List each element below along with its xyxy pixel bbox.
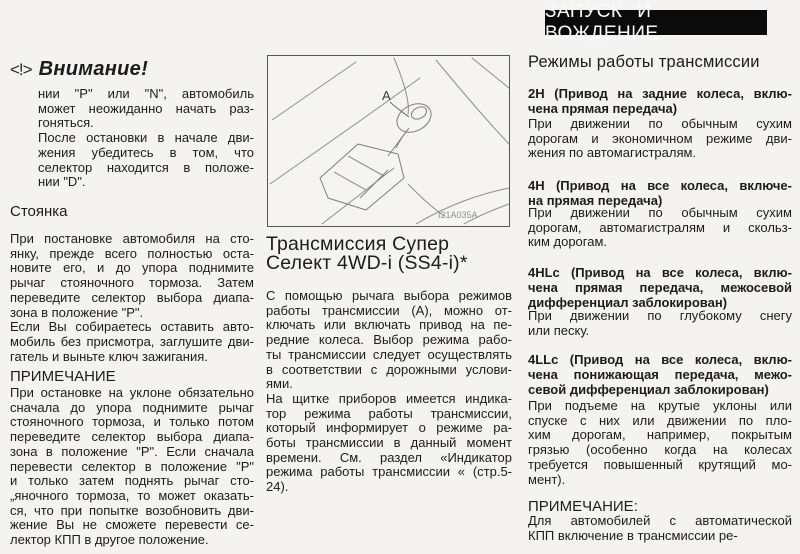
text-line: 24). bbox=[266, 479, 289, 495]
text-line: мобиль без присмотра, заглушите дви- bbox=[10, 333, 254, 349]
text-line: ями. bbox=[266, 376, 293, 392]
text-line: 2H (Привод на задние колеса, вклю- bbox=[528, 86, 792, 101]
text-line: жение Вы не сможете перевести се- bbox=[10, 517, 254, 533]
text-line: нии "P" или "N", автомобиль bbox=[38, 86, 254, 101]
warning-header bbox=[10, 58, 254, 81]
figure-code: I31A035A bbox=[438, 210, 478, 220]
mode-2h-body bbox=[528, 117, 792, 161]
text-line: спуске с них или движении по пло- bbox=[528, 412, 792, 428]
text-line: При остановке на уклоне обязательно bbox=[10, 385, 254, 400]
text-line: дорогам и экономичном режиме дви- bbox=[528, 130, 792, 146]
text-line: дорогам, автомагистралям и скольз- bbox=[528, 219, 792, 235]
text-line: может неожиданно начать раз- bbox=[38, 100, 254, 116]
text-line: который информирует о режиме ра- bbox=[266, 420, 512, 436]
text-line: ты трансмиссии следует осуществлять bbox=[266, 346, 512, 362]
text-line: С помощью рычага выбора режимов bbox=[266, 288, 512, 303]
text-line: требуется повышенный крутящий мо- bbox=[528, 456, 792, 472]
left-note-body bbox=[10, 386, 254, 548]
text-line: режима работы трансмиссии « (стр.5- bbox=[266, 464, 512, 480]
text-line: чена понижающая передача, межо- bbox=[528, 367, 792, 382]
text-line: „яночного тормоза, то может оказать- bbox=[10, 487, 254, 503]
mode-2h-title bbox=[528, 86, 792, 116]
mode-4h-title bbox=[528, 178, 792, 208]
parking-body bbox=[10, 232, 254, 364]
transmission-paragraph-1 bbox=[266, 289, 512, 392]
text-line: 4H (Привод на все колеса, включе- bbox=[528, 178, 792, 193]
warning-body bbox=[38, 87, 254, 190]
text-line: селектор находится в положе- bbox=[38, 159, 254, 175]
text-line: работы трансмиссии (А), можно от- bbox=[266, 302, 512, 318]
text-line: янку, прежде всего полностью оста- bbox=[10, 245, 254, 261]
text-line: мент). bbox=[528, 471, 566, 487]
text-line: При движении по глубокому снегу bbox=[528, 308, 792, 323]
text-line: КПП включение в трансмиссии ре- bbox=[528, 527, 738, 543]
text-line: перевести селектор в положение "P" bbox=[10, 458, 254, 474]
parking-heading: Стоянка bbox=[10, 203, 68, 220]
text-line: редние колеса. Выбор режима рабо- bbox=[266, 332, 512, 348]
text-line: гоняться. bbox=[38, 115, 94, 131]
text-line: на прямая передача) bbox=[528, 193, 663, 208]
mode-4hlc-body bbox=[528, 309, 792, 338]
transmission-body bbox=[266, 289, 512, 495]
transmission-heading bbox=[266, 235, 512, 273]
modes-heading: Режимы работы трансмиссии bbox=[528, 53, 760, 71]
mode-4h-body bbox=[528, 206, 792, 250]
mode-4llc-body bbox=[528, 399, 792, 487]
text-line: и только затем поднять рычаг сто- bbox=[10, 473, 254, 489]
right-column bbox=[528, 0, 792, 554]
text-line: Для автомобилей с автоматической bbox=[528, 513, 792, 528]
left-column bbox=[10, 0, 254, 554]
gearshift-illustration bbox=[268, 56, 509, 226]
text-line: ся, что при попытке возобновить дви- bbox=[10, 502, 254, 518]
text-line: зона в положение "P". bbox=[10, 304, 144, 320]
left-note-heading: ПРИМЕЧАНИЕ bbox=[10, 368, 116, 385]
text-line: При движении по обычным сухим bbox=[528, 205, 792, 220]
warning-icon: <!> bbox=[10, 60, 32, 79]
section-header-title: ЗАПУСК И ВОЖДЕНИЕ bbox=[545, 0, 659, 44]
transmission-paragraph-2 bbox=[266, 392, 512, 495]
text-line: ким дорогам. bbox=[528, 234, 608, 250]
text-line: гатель и выньте ключ зажигания. bbox=[10, 348, 208, 364]
text-line: лектор КПП в другое положение. bbox=[10, 532, 209, 548]
text-line: Селект 4WD-i (SS4-i)* bbox=[266, 252, 468, 274]
text-line: При движении по обычным сухим bbox=[528, 116, 792, 131]
text-line: новите его, и до упора поднимите bbox=[10, 260, 254, 276]
text-line: времени. См. раздел «Индикатор bbox=[266, 449, 512, 465]
text-line: в соответствии с дорожными услови- bbox=[266, 361, 512, 377]
text-line: жения по автомагистралям. bbox=[528, 145, 697, 161]
text-line: хим дорогам, например, покрытым bbox=[528, 427, 792, 443]
warning-paragraph-1 bbox=[38, 87, 254, 131]
right-note-heading: ПРИМЕЧАНИЕ: bbox=[528, 498, 638, 515]
text-line: тор режима работы трансмиссии, bbox=[266, 405, 512, 421]
text-line: На щитке приборов имеется индика- bbox=[266, 390, 512, 406]
parking-paragraph-1 bbox=[10, 232, 254, 320]
middle-column bbox=[266, 0, 512, 554]
text-line: стояночного тормоза, и только потом bbox=[10, 414, 254, 430]
text-line: Трансмиссия Супер bbox=[266, 233, 450, 255]
text-line: 4LLc (Привод на все колеса, вклю- bbox=[528, 352, 792, 367]
text-line: грязью (особенно когда на колесах bbox=[528, 442, 792, 458]
text-line: 4HLc (Привод на все колеса, вклю- bbox=[528, 265, 792, 280]
parking-paragraph-2 bbox=[10, 320, 254, 364]
text-line: ключать или включать привод на пе- bbox=[266, 317, 512, 333]
text-line: севой дифференциал заблокирован) bbox=[528, 382, 769, 397]
gearshift-figure bbox=[267, 55, 510, 227]
mode-4llc-title bbox=[528, 352, 792, 397]
text-line: зона в положение "P". Если сначала bbox=[10, 443, 254, 459]
text-line: сначала до упора поднимите рычаг bbox=[10, 399, 254, 415]
warning-paragraph-2 bbox=[38, 131, 254, 190]
text-line: жения убедитесь в том, что bbox=[38, 144, 254, 160]
text-line: нии "D". bbox=[38, 174, 86, 190]
warning-title: Внимание! bbox=[38, 58, 149, 80]
text-line: дифференциал заблокирован) bbox=[528, 295, 728, 310]
text-line: При постановке автомобиля на сто- bbox=[10, 231, 254, 246]
text-line: переведите селектор выбора диапа- bbox=[10, 429, 254, 445]
right-note-body bbox=[528, 514, 792, 543]
figure-label-a: A bbox=[382, 88, 391, 103]
text-line: Если Вы собираетесь оставить авто- bbox=[10, 319, 254, 335]
mode-4hlc-title bbox=[528, 265, 792, 310]
text-line: рычаг стояночного тормоза. Затем bbox=[10, 275, 254, 291]
text-line: чена прямая передача) bbox=[528, 101, 678, 116]
text-line: При подъеме на крутые уклоны или bbox=[528, 398, 792, 413]
text-line: или песку. bbox=[528, 322, 590, 338]
text-line: чена прямая передача, межосевой bbox=[528, 280, 792, 295]
text-line: После остановки в начале дви- bbox=[38, 130, 254, 146]
text-line: боты трансмиссии в данный момент bbox=[266, 435, 512, 451]
text-line: переведите селектор выбора диапа- bbox=[10, 289, 254, 305]
